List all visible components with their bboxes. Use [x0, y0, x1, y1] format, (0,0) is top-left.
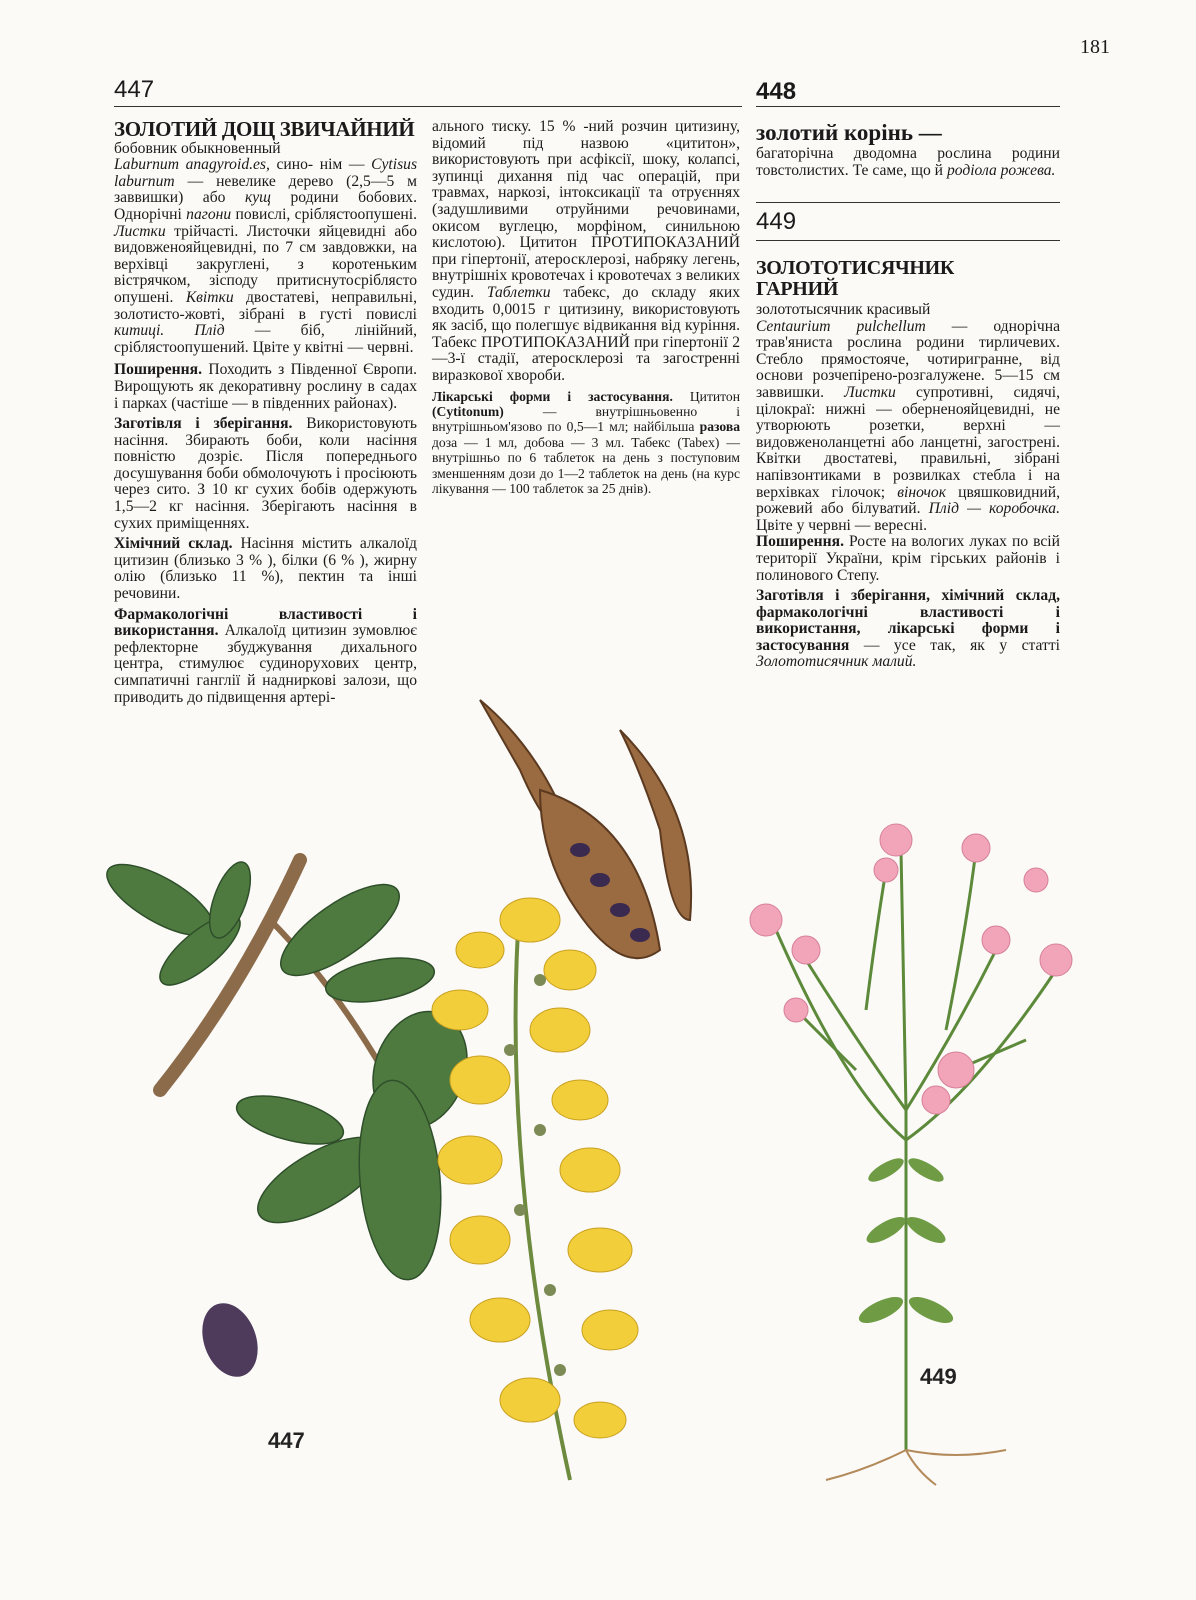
flower [450, 1216, 510, 1264]
flower [456, 932, 504, 968]
desc-plid: Плід [194, 322, 225, 340]
rule-447 [114, 106, 742, 107]
likarski-text-c: доза — 1 мл, добова — 3 мл. Табекс (Tabex) — внутрішньо по 6 таблеток на день з поступовим зменшенням дози до 1—2 таблеток на день (на курс лікування — 100 таблеток за 25 днів). [432, 434, 740, 496]
flower [560, 1148, 620, 1192]
laburnum-leaves [100, 851, 483, 1283]
bud [554, 1364, 566, 1376]
flower [530, 1008, 590, 1052]
likarski-cytitonum: (Cytitonum) [432, 403, 504, 419]
rule-448-bottom [756, 202, 1060, 203]
a449-poshyrennia-heading: Поширення. [756, 533, 844, 551]
a449-poshyrennia-text: Росте на вологих луках по всій території України, крім гірських районів і полинового Степу. [756, 533, 1060, 584]
seed [590, 873, 610, 887]
flower [438, 1136, 502, 1184]
desc-3: повислі, сріблястоопушені. [235, 205, 417, 223]
root [906, 1450, 1006, 1455]
a449-zag-link: Золототисячник малий. [756, 653, 917, 671]
leaf [903, 1212, 949, 1248]
col2-tabletky: Таблетки [486, 283, 551, 301]
latin-dash: — [951, 317, 968, 335]
desc-kytytsi: китиці. [114, 322, 165, 340]
syn-prefix: нім — [319, 156, 365, 174]
seed [570, 843, 590, 857]
leaf [201, 857, 258, 943]
khim-heading: Хімічний склад. [114, 535, 233, 553]
flower [450, 1056, 510, 1104]
article-number-449: 449 [756, 208, 797, 235]
centaurium-roots [826, 1450, 1006, 1485]
flower [574, 1402, 626, 1438]
syn-word: сино- [276, 156, 314, 174]
plate-label-447: 447 [268, 1428, 305, 1453]
flower [938, 1052, 974, 1088]
a449-zag-text: — усе так, як у статті [863, 636, 1060, 654]
centaurium-flowers [750, 824, 1072, 1114]
a449-desc-lystky: Листки [844, 383, 896, 401]
leaf [905, 1154, 947, 1186]
article-449 [756, 258, 1060, 675]
root [906, 1450, 936, 1485]
flower [792, 936, 820, 964]
flower [582, 1310, 638, 1350]
article-447-latin-name: Laburnum anagyroid.es, [114, 156, 270, 174]
col2-text-b: табекс, до складу яких входить 0,0015 г цитизину, використовують як засіб, що полегшує відвикання від куріння. Табекс ПРОТИПОКАЗАНИЙ при гіпертонії 2—3-ї стадії, атеросклерозі та загостренні виразкової хвороби. [432, 283, 740, 384]
a449-desc-4: Цвіте у червні — вересні. [756, 516, 928, 534]
article-449-title-1: ЗОЛОТОТИСЯЧНИК [756, 257, 955, 279]
article-number-448: 448 [756, 78, 797, 105]
likarski-razova: разова [699, 419, 741, 435]
article-447-title: ЗОЛОТИЙ ДОЩ ЗВИЧАЙНИЙ [114, 117, 415, 141]
flower [470, 1298, 530, 1342]
a449-desc-vinochok: віночок [897, 483, 947, 501]
syn-latin: Cytisus laburnum [114, 156, 418, 190]
zagotivlia-text: Використовують насіння. Збирають боби, коли насіння повністю дозріє. Після попереднього досушування боби обмолочують і просіюють через сито. З 10 кг сухих бобів одержують 1,5—2 кг насіння. Зберігають насіння в сухих приміщеннях. [114, 415, 417, 532]
a449-desc-plid: Плід — коробочка. [928, 500, 1060, 518]
article-447-column-2 [432, 119, 740, 500]
centaurium-stems [776, 850, 1056, 1450]
farm-heading: Фармакологічні властивості і використання. [114, 605, 417, 640]
article-448-title: золотий корінь — [756, 120, 942, 145]
flower [982, 926, 1010, 954]
likarski-text-b: — внутрішньовенно і внутрішньом'язово по 0,5—1 мл; найбільша [432, 403, 741, 435]
stem [796, 1010, 856, 1070]
flower [962, 834, 990, 862]
bud [534, 1124, 546, 1136]
laburnum-illustration [100, 660, 740, 1500]
article-449-latin-name: Centaurium pulchellum [756, 317, 926, 335]
flower [784, 998, 808, 1022]
rule-449 [756, 240, 1060, 241]
desc-kvitky: Квітки [185, 288, 234, 306]
flower [874, 858, 898, 882]
leaf [855, 1292, 906, 1329]
poshyrennia-heading: Поширення. [114, 361, 202, 379]
flower [1024, 868, 1048, 892]
bud [544, 1284, 556, 1296]
desc-4: трійчасті. Листочки яйцевидні або видовженояйцевидні, по 7 см завдовжки, на верхівці закруглені, з коротеньким вістрячком, зісподу притиснутосріблясто опушені. [114, 222, 417, 306]
stem [906, 970, 1056, 1140]
stem [776, 930, 906, 1140]
stem [946, 850, 976, 1030]
article-448 [756, 120, 1060, 183]
leaf [865, 1154, 907, 1186]
col2-text-a: ального тиску. 15 % -ний розчин цитизину, відомий під назвою «цититон», використовують при асфіксії, шоку, колапсі, зупинці дихання під час операцій, при травмах, наркозі, інтоксикації та отруєннях (задушливими отруйними речовинами, окисом вуглецю, морфіном, синильною кислотою). Цититон ПРОТИПОКАЗАНИЙ при гіпертонії, атеросклерозі, набряку легень, внутрішніх кровотечах і кровотечах з великих судин. [432, 118, 740, 301]
farm-text: Алкалоїд цитизин зумовлює рефлекторне збуджування дихального центра, стимулює судинорухових центр, симпатичні ганглії й надниркові залози, що приводить до підвищення артері- [114, 622, 417, 706]
flower [552, 1080, 608, 1120]
article-number-447: 447 [114, 76, 155, 103]
a449-desc-1: однорічна трав'яниста рослина родини тирличевих. Стебло прямостояче, чотиригранне, від основи розчепірено-розгалужене. 5—15 см заввишки. [756, 317, 1060, 401]
leaf [905, 1292, 956, 1329]
article-447-ru-name: бобовник обыкновенный [114, 139, 281, 157]
leaf [863, 1212, 909, 1248]
desc-2: родини бобових. Однорічні [114, 189, 417, 223]
likarski-heading: Лікарські форми і застосування. [432, 388, 673, 404]
poshyrennia-text: Походить з Південної Європи. Вирощують як декоративну рослину в садах і парках (частіше — в південних районах). [114, 361, 417, 412]
page-number: 181 [1080, 36, 1110, 58]
seed [610, 903, 630, 917]
a449-desc-2: супротивні, сидячі, цілокраї: нижні — оберненояйцевидні, не утворюють розетки, верхні — видовженоланцетні або ланцетні, загострені. Квітки двостатеві, правильні, зібрані напівзонтиками в розвилках стебла і на верхівках гілочок; [756, 383, 1060, 501]
bud [534, 974, 546, 986]
zagotivlia-heading: Заготівля і зберігання. [114, 415, 293, 433]
desc-pagony: пагони [186, 205, 232, 223]
desc-5: двостатеві, неправильні, золотисто-жовті, зібрані в густі повислі [114, 288, 417, 323]
flower [880, 824, 912, 856]
a449-zag-heading: Заготівля і зберігання, хімічний склад, фармакологічні властивості і використання, лікарські форми і застосування [756, 587, 1060, 654]
leaf [232, 1086, 349, 1153]
flower [750, 904, 782, 936]
rule-448 [756, 106, 1060, 107]
article-448-link: родіола рожева. [946, 161, 1056, 179]
flower [500, 1378, 560, 1422]
stem [866, 870, 886, 1010]
flower [500, 898, 560, 942]
flower [922, 1086, 950, 1114]
article-449-ru-name: золототысячник красивый [756, 301, 931, 318]
desc-lystky: Листки [114, 222, 166, 240]
desc-kush: кущ [244, 189, 271, 207]
article-448-text: багаторічна дводомна рослина родини товстолистих. Те саме, що й [756, 145, 1060, 179]
a449-desc-3: цвяшковидний, рожевий або білуватий. [756, 483, 1061, 518]
article-447-column-1 [114, 119, 417, 710]
khim-text: Насіння містить алкалоїд цитизин (близько 3 % ), білки (6 % ), жирну олію (близько 11 %), пектин та інші речовини. [114, 535, 417, 603]
stem [901, 850, 906, 1110]
flower [1040, 944, 1072, 976]
plate-label-449: 449 [920, 1364, 957, 1389]
article-449-title-2: ГАРНИЙ [756, 278, 839, 300]
single-seed [193, 1295, 268, 1384]
desc-1: невелике дерево (2,5—5 м заввишки) або [114, 172, 418, 207]
seed [630, 928, 650, 942]
flower [568, 1228, 632, 1272]
bud [514, 1204, 526, 1216]
flower [432, 990, 488, 1030]
desc-6: — біб, лінійний, сріблястоопушений. Цвіте у квітні — червні. [114, 322, 417, 356]
root [826, 1450, 906, 1480]
likarski-text-a: Цититон [689, 388, 740, 404]
flower [544, 950, 596, 990]
syn-dash: — [187, 172, 204, 190]
bud [504, 1044, 516, 1056]
